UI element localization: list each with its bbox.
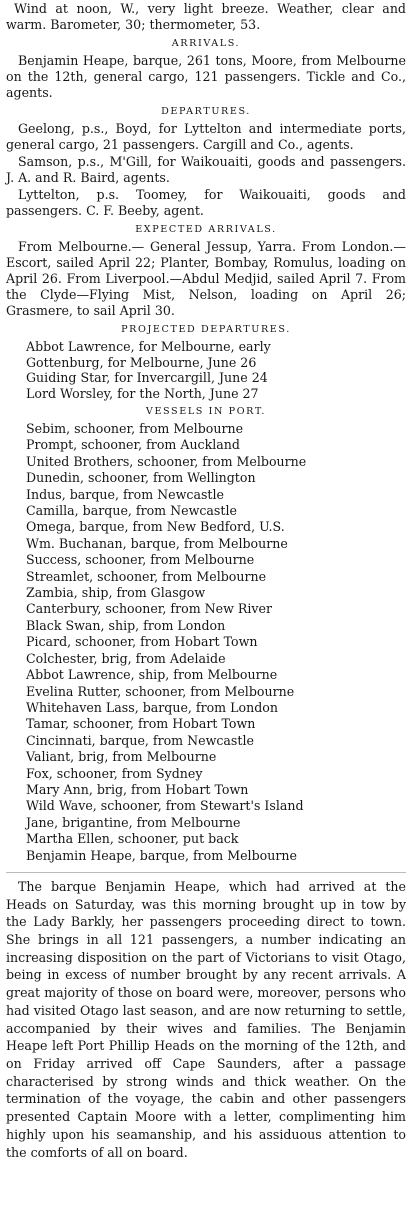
list-item: Mary Ann, brig, from Hobart Town	[26, 781, 249, 797]
expected-arrivals-heading: EXPECTED ARRIVALS.	[135, 224, 277, 235]
list-item: Dunedin, schooner, from Wellington	[26, 470, 256, 486]
expected-arrivals-text: From Melbourne.— General Jessup, Yarra. From London.— Escort, sailed April 22; Planter, Bombay, Romulus, loading on April 26. From Liverpool.—Abdul Medjid, sailed April 7. From the Clyde—Flying Mist, Nelson, loading on April 26; Grasmere, to sail April 30.	[6, 239, 406, 318]
list-item: Indus, barque, from Newcastle	[26, 486, 224, 502]
departure-entry: Lyttelton, p.s. Toomey, for Waikouaiti, goods and passengers. C. F. Beeby, agent.	[6, 187, 406, 218]
list-item: Jane, brigantine, from Melbourne	[26, 814, 241, 830]
list-item: Black Swan, ship, from London	[26, 617, 226, 633]
arrival-entry: Benjamin Heape, barque, 261 tons, Moore, from Melbourne on the 12th, general cargo, 121 passengers. Tickle and Co., agents.	[6, 53, 406, 100]
list-item: Gottenburg, for Melbourne, June 26	[26, 354, 257, 370]
arrivals-list	[6, 53, 406, 101]
vessels-in-port-list	[6, 421, 406, 864]
list-item: Valiant, brig, from Melbourne	[26, 749, 217, 765]
list-item: Cincinnati, barque, from Newcastle	[26, 732, 254, 748]
weather-report: Wind at noon, W., very light breeze. Weather, clear and warm. Barometer, 30; thermometer, 53.	[6, 1, 406, 32]
list-item: Martha Ellen, schooner, put back	[26, 831, 239, 847]
list-item: Benjamin Heape, barque, from Melbourne	[26, 847, 297, 863]
list-item: Zambia, ship, from Glasgow	[26, 585, 206, 601]
list-item: Evelina Rutter, schooner, from Melbourne	[26, 683, 295, 699]
list-item: Tamar, schooner, from Hobart Town	[26, 716, 256, 732]
list-item: United Brothers, schooner, from Melbourne	[26, 453, 307, 469]
list-item: Omega, barque, from New Bedford, U.S.	[26, 519, 285, 535]
list-item: Streamlet, schooner, from Melbourne	[26, 568, 267, 584]
list-item: Abbot Lawrence, ship, from Melbourne	[26, 667, 278, 683]
news-story	[6, 872, 406, 1161]
list-item: Prompt, schooner, from Auckland	[26, 437, 240, 453]
departure-entry: Samson, p.s., M'Gill, for Waikouaiti, goods and passengers. J. A. and R. Baird, agents.	[6, 154, 406, 185]
list-item: Success, schooner, from Melbourne	[26, 552, 255, 568]
list-item: Wm. Buchanan, barque, from Melbourne	[26, 535, 288, 551]
list-item: Picard, schooner, from Hobart Town	[26, 634, 258, 650]
list-item: Lord Worsley, for the North, June 27	[26, 385, 259, 401]
list-item: Sebim, schooner, from Melbourne	[26, 421, 244, 436]
list-item: Fox, schooner, from Sydney	[26, 765, 203, 781]
list-item: Colchester, brig, from Adelaide	[26, 650, 226, 666]
story-paragraph: The barque Benjamin Heape, which had arrived at the Heads on Saturday, was this morning brought up in tow by the Lady Barkly, her passengers proceeding direct to town. She brings in all 121 passengers, a number indicating an increasing disposition on the part of Victorians to visit Otago, being in excess of number brought by any recent arrivals. A great majority of those on board were, moreover, persons who had visited Otago last season, and are now returning to settle, accompanied by their wives and families. The Benjamin Heape left Port Phillip Heads on the morning of the 12th, and on Friday arrived off Cape Saunders, after a passage characterised by strong winds and thick weather. On the termination of the voyage, the cabin and other passengers presented Captain Moore with a letter, complimenting him highly upon his seamanship, and his assiduous attention to the comforts of all on board.	[6, 878, 406, 1160]
list-item: Canterbury, schooner, from New River	[26, 601, 272, 617]
projected-departures-list	[6, 339, 406, 401]
arrivals-heading: ARRIVALS.	[171, 38, 241, 49]
departures-list	[6, 121, 406, 219]
list-item: Wild Wave, schooner, from Stewart's Island	[26, 798, 304, 814]
list-item: Guiding Star, for Invercargill, June 24	[26, 370, 268, 385]
departure-entry: Geelong, p.s., Boyd, for Lyttelton and intermediate ports, general cargo, 21 passengers. Cargill and Co., agents.	[6, 121, 406, 152]
projected-departures-heading: PROJECTED DEPARTURES.	[121, 324, 291, 335]
list-item: Whitehaven Lass, barque, from London	[26, 699, 278, 715]
list-item: Camilla, barque, from Newcastle	[26, 503, 237, 519]
departures-heading: DEPARTURES.	[161, 106, 251, 117]
list-item: Abbot Lawrence, for Melbourne, early	[26, 339, 271, 354]
vessels-in-port-heading: VESSELS IN PORT.	[145, 406, 267, 417]
